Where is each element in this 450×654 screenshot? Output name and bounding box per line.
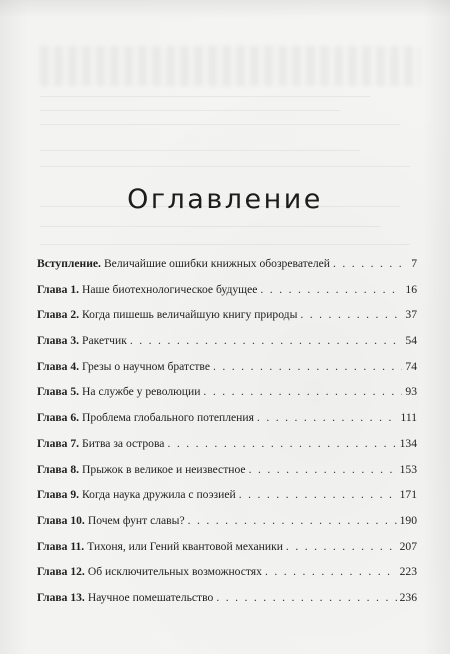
toc-entry-title: Прыжок в великое и неизвестное [82, 462, 246, 476]
page-title: Оглавление [127, 184, 323, 215]
toc-entry-title: Об исключительных возможностях [87, 565, 262, 579]
toc-entry-title: Почем фунт славы? [87, 513, 185, 527]
toc-entry-title: Величайшие ошибки книжных обозревателей [103, 257, 331, 270]
toc-entry [37, 360, 417, 386]
toc-entry [37, 463, 417, 489]
toc-leader-dots [188, 514, 397, 527]
toc-entry-title: Тихоня, или Гений квантовой механики [87, 539, 283, 553]
toc-entry-page-number: 223 [399, 565, 417, 579]
toc-entry-title: Грезы о научном братстве [82, 359, 210, 373]
toc-entry-title: Наше биотехнологическое будущее [82, 282, 258, 296]
toc-entry-label: Вступление. [37, 257, 101, 270]
toc-entry [37, 540, 417, 566]
toc-leader-dots [260, 283, 402, 296]
toc-entry [37, 257, 417, 283]
toc-leader-dots [300, 308, 402, 321]
toc-entry-title: Битва за острова [82, 436, 165, 450]
toc-entry-page-number: 171 [399, 488, 417, 502]
toc-entry-label: Глава 2. [37, 308, 80, 322]
toc-leader-dots [167, 437, 396, 450]
toc-entry-page-number: 153 [399, 462, 417, 476]
toc-entry [37, 283, 417, 309]
toc-entry-title: Когда наука дружила с поэзией [82, 488, 236, 502]
toc-entry-title: На службе у революции [82, 385, 201, 399]
toc-leader-dots [213, 360, 402, 373]
toc-entry-label: Глава 3. [37, 334, 80, 348]
toc-entry-label: Глава 6. [37, 411, 80, 425]
toc-entry-page-number: 54 [405, 334, 417, 348]
table-of-contents [37, 257, 417, 617]
toc-leader-dots [333, 257, 408, 270]
toc-entry-label: Глава 1. [37, 282, 80, 296]
page-top-shadow [0, 0, 450, 18]
toc-entry-page-number: 190 [399, 513, 417, 527]
toc-entry-title: Когда пишешь величайшую книгу природы [82, 308, 298, 322]
toc-entry-page-number: 16 [405, 282, 417, 296]
bleed-through-heading [40, 46, 420, 86]
bleed-through-text [0, 0, 450, 260]
toc-entry-page-number: 7 [411, 257, 417, 270]
toc-entry-title: Ракетчик [82, 334, 127, 348]
toc-leader-dots [239, 488, 397, 501]
toc-entry-page-number: 207 [399, 539, 417, 553]
toc-entry-label: Глава 7. [37, 436, 80, 450]
toc-entry-page-number: 74 [405, 359, 417, 373]
toc-leader-dots [216, 591, 396, 604]
toc-leader-dots [257, 411, 398, 424]
toc-entry-title: Научное помешательство [87, 590, 214, 604]
toc-leader-dots [203, 385, 402, 398]
toc-leader-dots [130, 334, 403, 347]
toc-entry-page-number: 134 [399, 436, 417, 450]
toc-entry-label: Глава 5. [37, 385, 80, 399]
toc-entry [37, 488, 417, 514]
toc-leader-dots [249, 463, 397, 476]
toc-entry-label: Глава 12. [37, 565, 85, 579]
toc-entry-label: Глава 9. [37, 488, 80, 502]
toc-entry-label: Глава 8. [37, 462, 80, 476]
toc-entry [37, 591, 417, 617]
toc-entry-page-number: 37 [405, 308, 417, 322]
toc-entry [37, 308, 417, 334]
toc-leader-dots [286, 540, 397, 553]
toc-entry-page-number: 111 [400, 411, 417, 425]
toc-entry [37, 334, 417, 360]
toc-entry-page-number: 93 [405, 385, 417, 399]
toc-entry-page-number: 236 [399, 590, 417, 604]
toc-entry-label: Глава 13. [37, 590, 85, 604]
toc-entry-title: Проблема глобального потепления [82, 411, 254, 425]
toc-entry [37, 411, 417, 437]
toc-entry-label: Глава 11. [37, 539, 85, 553]
toc-entry [37, 514, 417, 540]
toc-leader-dots [265, 565, 397, 578]
toc-entry [37, 437, 417, 463]
toc-entry-label: Глава 10. [37, 513, 85, 527]
toc-entry [37, 385, 417, 411]
toc-entry-label: Глава 4. [37, 359, 80, 373]
toc-entry [37, 565, 417, 591]
